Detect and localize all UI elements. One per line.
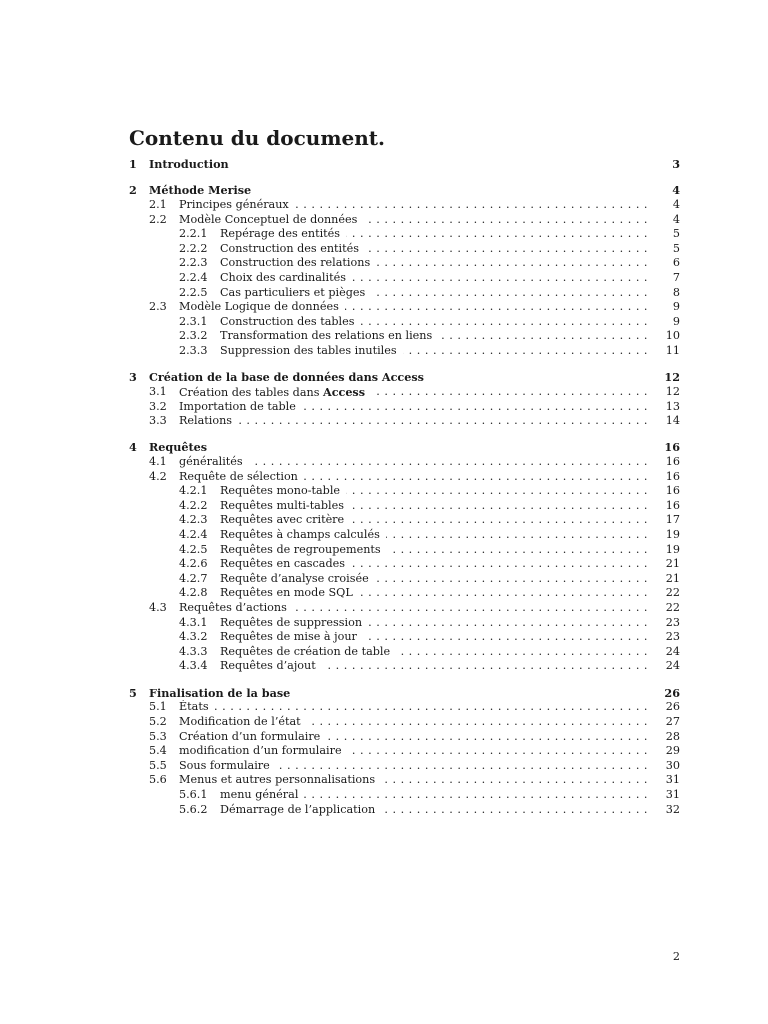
toc-entry-number: 2.3.2 (179, 329, 208, 343)
toc-entry-number: 2.2 (149, 212, 167, 226)
toc-entry-label: Requête d’analyse croisée . . . (220, 572, 648, 587)
toc-entry-label: Requêtes avec critère . . . (220, 513, 648, 528)
toc-entry-4-1[interactable] (129, 455, 680, 470)
toc-entry-number: 4.3.3 (179, 644, 208, 658)
toc-entry-label: Repérage des entités . . . (220, 227, 648, 242)
toc-entry-page: 11 (665, 343, 680, 357)
toc-entry-page: 26 (665, 700, 680, 714)
toc-entry-label: États . . . (179, 700, 648, 715)
toc-entry-label: Création d’un formulaire . . . (179, 730, 648, 745)
toc-entry-page: 23 (665, 615, 680, 629)
toc-entry-page: 16 (664, 440, 680, 455)
toc-entry-number: 2 (129, 183, 137, 198)
toc-entry-number: 4.2.1 (179, 484, 208, 498)
toc-entry-page: 16 (665, 498, 680, 512)
toc-entry-4-2-5[interactable] (129, 543, 680, 558)
toc-entry-number: 3 (129, 370, 137, 385)
toc-entry-number: 5 (129, 685, 137, 700)
toc-entry-page: 22 (665, 601, 680, 615)
toc-entry-page: 9 (672, 300, 680, 314)
toc-entry-page: 31 (665, 787, 680, 801)
toc-entry-label: Modèle Logique de données . . . (179, 300, 648, 315)
toc-entry-label: Sous formulaire . . . (179, 759, 648, 774)
toc-entry-label: Démarrage de l’application . . . (220, 803, 648, 818)
toc-entry-number: 2.2.3 (179, 256, 208, 270)
toc-entry-label: Introduction (149, 157, 648, 172)
toc-entry-label: Relations . . . (179, 414, 648, 429)
toc-entry-page: 4 (672, 183, 680, 198)
toc-entry-page: 5 (672, 241, 680, 255)
toc-entry-page: 21 (665, 571, 680, 585)
toc-entry-number: 2.1 (149, 197, 167, 211)
toc-entry-page: 21 (665, 557, 680, 571)
toc-entry-number: 5.6 (149, 773, 167, 787)
toc-entry-number: 2.3.1 (179, 314, 208, 328)
toc-entry-page: 24 (665, 644, 680, 658)
toc-entry-5-4[interactable] (129, 744, 680, 759)
toc-entry-number: 4.2.6 (179, 557, 208, 571)
toc-entry-page: 26 (664, 685, 680, 700)
toc-entry-number: 5.2 (149, 714, 167, 728)
toc-entry-number: 2.3 (149, 300, 167, 314)
toc-entry-2-3-2[interactable] (129, 329, 680, 344)
toc-entry-page: 19 (665, 528, 680, 542)
toc-entry-page: 4 (672, 197, 680, 211)
toc-entry-label: Requêtes en cascades . . . (220, 557, 648, 572)
toc-entry-number: 4.3.4 (179, 659, 208, 673)
toc-entry-2-2-2[interactable] (129, 242, 680, 257)
toc-entry-4-2-7[interactable] (129, 572, 680, 587)
toc-entry-number: 4.2.4 (179, 528, 208, 542)
toc-entry-number: 2.2.4 (179, 270, 208, 284)
toc-entry-2-2-4[interactable] (129, 271, 680, 286)
toc-entry-label: Requête de sélection . . . (179, 470, 648, 485)
toc-entry-4-3-4[interactable] (129, 659, 680, 674)
toc-entry-4-2-2[interactable] (129, 499, 680, 514)
toc-entry-number: 4.2.5 (179, 542, 208, 556)
toc-entry-label: Requêtes de suppression . . . (220, 616, 648, 631)
toc-entry-page: 32 (665, 802, 680, 816)
toc-entry-4-3-2[interactable] (129, 630, 680, 645)
toc-entry-label: généralités . . . (179, 455, 648, 470)
toc-entry-number: 5.5 (149, 758, 167, 772)
toc-entry-2-2[interactable] (129, 213, 680, 228)
toc-entry-label: Requêtes de regroupements . . . (220, 543, 648, 558)
toc-entry-label: Création de la base de données dans Access (149, 370, 648, 385)
toc-entry-page: 4 (672, 212, 680, 226)
toc-entry-label: Choix des cardinalités . . . (220, 271, 648, 286)
toc-entry-label: Principes généraux . . . (179, 198, 648, 213)
toc-entry-page: 19 (665, 542, 680, 556)
toc-entry-page: 7 (672, 270, 680, 284)
toc-entry-page: 12 (665, 384, 680, 398)
toc-entry-4-2[interactable] (129, 470, 680, 485)
toc-entry-5-6-1[interactable] (129, 788, 680, 803)
toc-entry-4-3[interactable] (129, 601, 680, 616)
toc-entry-number: 5.3 (149, 729, 167, 743)
toc-entry-page: 14 (665, 414, 680, 428)
toc-entry-label: Requêtes mono-table . . . (220, 484, 648, 499)
toc-entry-4-3-3[interactable] (129, 645, 680, 660)
toc-entry-label: modification d’un formulaire . . . (179, 744, 648, 759)
toc-entry-2-3-1[interactable] (129, 315, 680, 330)
toc-entry-4-2-1[interactable] (129, 484, 680, 499)
toc-entry-number: 3.1 (149, 384, 167, 398)
toc-entry-number: 4.3 (149, 601, 167, 615)
page-title: Contenu du document. (129, 126, 385, 150)
toc-entry-number: 1 (129, 157, 137, 171)
toc-entry-number: 3.2 (149, 399, 167, 413)
toc-entry-3-3[interactable] (129, 414, 680, 429)
toc-entry-number: 4.2.3 (179, 513, 208, 527)
toc-entry-number: 5.6.2 (179, 802, 208, 816)
toc-entry-page: 13 (665, 399, 680, 413)
toc-entry-label: Construction des entités . . . (220, 242, 648, 257)
toc-entry-label: Méthode Merise (149, 183, 648, 198)
toc-entry-label: Requêtes (149, 440, 648, 455)
toc-entry-label-bold: Access (323, 384, 366, 399)
toc-entry-label: Requêtes de mise à jour . . . (220, 630, 648, 645)
toc-entry-number: 4.1 (149, 455, 167, 469)
toc-entry-2-3[interactable] (129, 300, 680, 315)
toc-entry-page: 16 (665, 455, 680, 469)
toc-entry-label: Requêtes multi-tables . . . (220, 499, 648, 514)
toc-entry-number: 4.3.2 (179, 630, 208, 644)
toc-entry-page: 22 (665, 586, 680, 600)
toc-entry-4-2-3[interactable] (129, 513, 680, 528)
toc-entry-number: 2.3.3 (179, 343, 208, 357)
toc-entry-number: 4 (129, 440, 137, 455)
toc-entry-4-2-6[interactable] (129, 557, 680, 572)
toc-entry-3-1[interactable] (129, 385, 680, 400)
toc-entry-label: Menus et autres personnalisations . . . (179, 773, 648, 788)
toc-entry-page: 30 (665, 758, 680, 772)
toc-entry-label: Requêtes en mode SQL . . . (220, 586, 648, 601)
toc-entry-label: Construction des tables . . . (220, 315, 648, 330)
toc-entry-2-2-3[interactable] (129, 256, 680, 271)
toc-entry-label: Transformation des relations en liens . . . (220, 329, 648, 344)
toc-entry-number: 5.4 (149, 744, 167, 758)
toc-entry-label: Cas particuliers et pièges . . . (220, 286, 648, 301)
toc-entry-number: 2.2.2 (179, 241, 208, 255)
toc-entry-2-1[interactable] (129, 198, 680, 213)
toc-entry-number: 2.2.5 (179, 285, 208, 299)
toc-entry-4-3-1[interactable] (129, 616, 680, 631)
toc-entry-page: 27 (665, 714, 680, 728)
toc-entry-page: 16 (665, 469, 680, 483)
toc-entry-number: 2.2.1 (179, 227, 208, 241)
toc-entry-2-3-3[interactable] (129, 344, 680, 359)
toc-entry-page: 24 (665, 659, 680, 673)
toc-entry-label: Requêtes de création de table . . . (220, 645, 648, 660)
toc-entry-4[interactable] (129, 440, 680, 455)
toc-entry-5[interactable] (129, 686, 680, 701)
toc-entry-page: 16 (665, 484, 680, 498)
toc-entry-number: 3.3 (149, 414, 167, 428)
toc-entry-5-6[interactable] (129, 773, 680, 788)
toc-entry-number: 4.2.7 (179, 571, 208, 585)
toc-entry-label: Modèle Conceptuel de données . . . (179, 213, 648, 228)
toc-entry-3-2[interactable] (129, 400, 680, 415)
toc-entry-page: 23 (665, 630, 680, 644)
toc-entry-3[interactable] (129, 370, 680, 385)
table-of-contents (129, 157, 680, 817)
toc-entry-number: 4.2 (149, 469, 167, 483)
toc-entry-page: 10 (665, 329, 680, 343)
toc-entry-label: menu général . . . (220, 788, 648, 803)
toc-entry-5-1[interactable] (129, 700, 680, 715)
toc-entry-number: 4.2.2 (179, 498, 208, 512)
toc-entry-label: Création des tables dans Access . . . (179, 385, 648, 401)
page-number: 2 (672, 950, 680, 963)
toc-entry-5-5[interactable] (129, 759, 680, 774)
toc-entry-label: Suppression des tables inutiles . . . (220, 344, 648, 359)
toc-entry-page: 29 (665, 744, 680, 758)
toc-entry-label: Requêtes d’ajout . . . (220, 659, 648, 674)
toc-entry-page: 9 (672, 314, 680, 328)
toc-entry-label: Importation de table . . . (179, 400, 648, 415)
toc-entry-page: 5 (672, 227, 680, 241)
toc-entry-label: Requêtes d’actions . . . (179, 601, 648, 616)
toc-entry-page: 31 (665, 773, 680, 787)
toc-entry-5-6-2[interactable] (129, 803, 680, 818)
toc-entry-page: 17 (665, 513, 680, 527)
toc-entry-label: Construction des relations . . . (220, 256, 648, 271)
toc-entry-label: Requêtes à champs calculés . . . (220, 528, 648, 543)
toc-entry-page: 12 (664, 370, 680, 385)
toc-entry-label: Finalisation de la base (149, 686, 648, 701)
toc-entry-2-2-1[interactable] (129, 227, 680, 242)
toc-entry-page: 6 (672, 256, 680, 270)
toc-entry-1[interactable] (129, 157, 680, 172)
toc-entry-number: 4.3.1 (179, 615, 208, 629)
toc-entry-page: 28 (665, 729, 680, 743)
toc-entry-label: Modification de l’état . . . (179, 715, 648, 730)
toc-entry-4-2-8[interactable] (129, 586, 680, 601)
toc-entry-page: 8 (672, 285, 680, 299)
toc-entry-2[interactable] (129, 183, 680, 198)
toc-entry-number: 4.2.8 (179, 586, 208, 600)
toc-entry-5-3[interactable] (129, 730, 680, 745)
toc-entry-4-2-4[interactable] (129, 528, 680, 543)
toc-entry-page: 3 (672, 157, 680, 171)
toc-entry-number: 5.6.1 (179, 787, 208, 801)
toc-entry-5-2[interactable] (129, 715, 680, 730)
toc-entry-number: 5.1 (149, 700, 167, 714)
toc-entry-2-2-5[interactable] (129, 286, 680, 301)
